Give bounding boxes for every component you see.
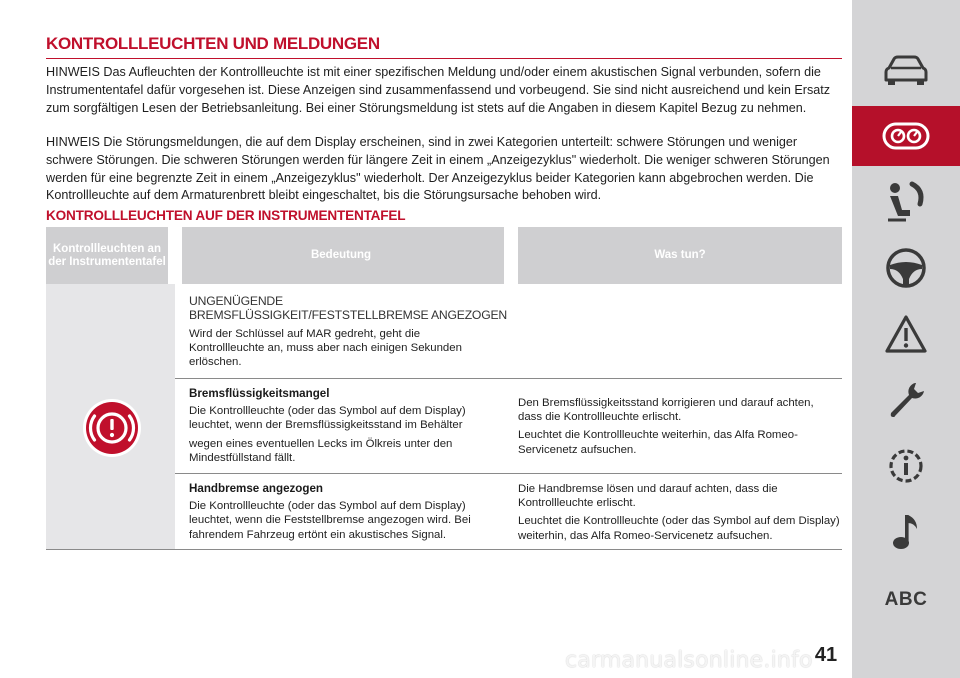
instrument-panel-icon <box>882 121 930 151</box>
icon-cell <box>46 284 175 550</box>
row2-action-2: Leuchtet die Kontrollleuchte (oder das Symbol auf dem Display) weiterhin, das Alfa Romeo-Servicenetz aufsuchen. <box>518 515 840 542</box>
sidebar-item-maintenance[interactable] <box>852 370 960 430</box>
row1-meaning <box>189 387 499 469</box>
row1-meaning-1: Die Kontrollleuchte (oder das Symbol auf dem Display) leuchtet, wenn der Bremsflüssigkeitsstand im Behälter <box>189 405 466 432</box>
sidebar-item-instruments[interactable] <box>852 106 960 166</box>
row0-text: Wird der Schlüssel auf MAR gedreht, geht die Kontrollleuchte an, muss aber nach einigen Sekunden erlöschen. <box>189 327 462 369</box>
header-warning-lights: Kontrollleuchten an der Instrumententafel <box>48 242 166 268</box>
row0-meaning <box>189 294 525 373</box>
row1-heading: Bremsflüssigkeitsmangel <box>189 387 330 400</box>
music-note-icon <box>889 511 923 553</box>
sidebar-item-index[interactable] <box>852 570 960 630</box>
header-meaning: Bedeutung <box>310 249 372 261</box>
row1-action <box>518 396 840 461</box>
abc-index: ABC <box>884 589 928 610</box>
row-divider <box>175 378 842 379</box>
brake-warning-icon <box>82 398 142 458</box>
info-gear-icon <box>885 445 927 487</box>
steering-wheel-icon <box>885 247 927 289</box>
row2-meaning <box>189 482 499 546</box>
header-gap <box>504 227 518 284</box>
car-icon <box>883 54 929 86</box>
note-paragraph-2: HINWEIS Die Störungsmeldungen, die auf dem Display erscheinen, sind in zwei Kategorien unterteilt: schwere Störungen und weniger schwere Störungen. Die schweren Störungen werden für längere Zeit in einem „Anzeigezyklus" wiederholt. Die weniger schweren Störungen werden für eine begrenzte Zeit in einem „Anzeigezyklus" wiederholt. Der Anzeigezyklus beider Kategorien kann abgebrochen werden. Die Kontrollleuchte auf dem Armaturenbrett bleibt eingeschaltet, bis die Störungsursache behoben wird. <box>46 135 830 203</box>
page-title: KONTROLLLEUCHTEN UND MELDUNGEN <box>46 34 842 59</box>
sidebar-item-multimedia[interactable] <box>852 502 960 562</box>
sidebar-item-safety[interactable] <box>852 172 960 232</box>
section-subtitle: KONTROLLLEUCHTEN AUF DER INSTRUMENTENTAFEL <box>46 208 406 223</box>
table-header <box>46 227 842 284</box>
page-number: 41 <box>814 643 838 666</box>
header-gap <box>168 227 182 284</box>
row2-heading: Handbremse angezogen <box>189 482 324 495</box>
row1-action-2: Leuchtet die Kontrollleuchte weiterhin, das Alfa Romeo-Servicenetz aufsuchen. <box>518 429 798 456</box>
sidebar-item-driving[interactable] <box>852 238 960 298</box>
sidebar-item-emergency[interactable] <box>852 304 960 364</box>
wrench-icon <box>885 379 927 421</box>
row2-meaning-text: Die Kontrollleuchte (oder das Symbol auf dem Display) leuchtet, wenn die Feststellbremse angezogen wird. Bei fahrendem Fahrzeug ertönt ein akustisches Signal. <box>189 500 471 541</box>
row0-heading: UNGENÜGENDE BREMSFLÜSSIGKEIT/FESTSTELLBREMSE ANGEZOGEN <box>189 294 508 323</box>
note-paragraph-1: HINWEIS Das Aufleuchten der Kontrollleuchte ist mit einer spezifischen Meldung und/oder einem akustischen Signal verbunden, sofern die Instrumententafel dafür vorgesehen ist. Diese Anzeigen sind zusammenfassend und vorbeugend. Sie sind nicht ausreichend und kein Ersatz zum sorgfältigen Lesen der Betriebsanleitung. Bei einer Störungsmeldung ist stets auf die Angaben in diesem Kapitel Bezug zu nehmen. <box>46 65 831 115</box>
chapter-sidebar <box>852 0 960 678</box>
airbag-seat-icon <box>884 180 928 224</box>
row-divider <box>175 473 842 474</box>
row2-action-1: Die Handbremse lösen und darauf achten, dass die Kontrollleuchte erlischt. <box>518 483 778 510</box>
row1-meaning-2: wegen eines eventuellen Lecks im Ölkreis unter den Mindestfüllstand fällt. <box>189 437 453 464</box>
sidebar-item-technical[interactable] <box>852 436 960 496</box>
row2-action <box>518 482 840 547</box>
row1-action-1: Den Bremsflüssigkeitsstand korrigieren und darauf achten, dass die Kontrollleuchte erlischt. <box>518 397 814 424</box>
watermark: carmanualsonline.info <box>565 648 813 673</box>
warning-triangle-icon <box>884 314 928 354</box>
table-bottom-rule <box>46 549 842 550</box>
sidebar-item-car[interactable] <box>852 40 960 100</box>
header-action: Was tun? <box>654 249 706 261</box>
